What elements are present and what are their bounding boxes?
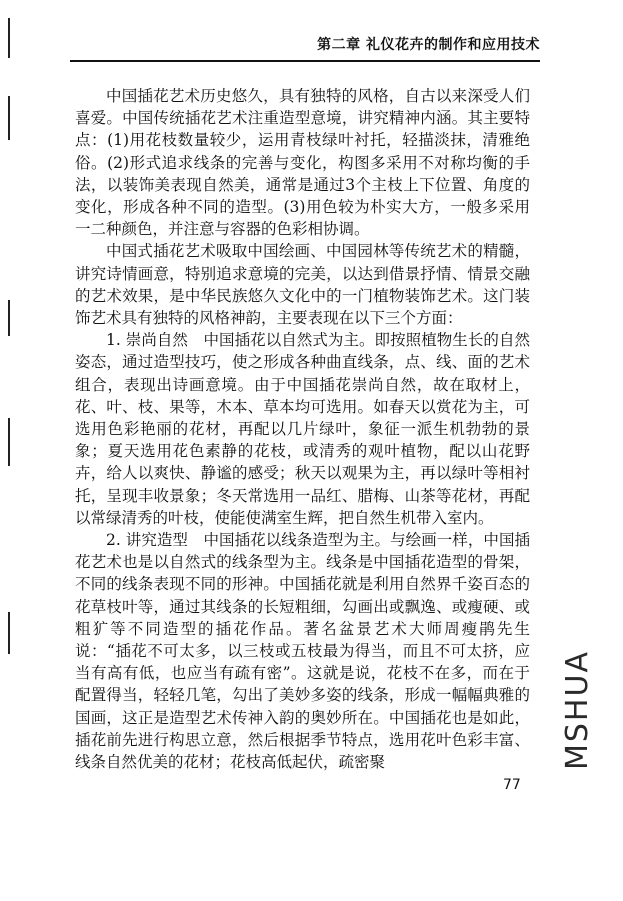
paragraph-form: 2. 讲究造型 中国插花以线条造型为主。与绘画一样，中国插花艺术也是以自然式的线条型为主。线条是中国插花造型的骨架，不同的线条表现不同的形神。中国插花就是利用自然界千姿百态的花草枝叶等，通过其线条的长短粗细，勾画出或飘逸、或瘦硬、或粗犷等不同造型的插花作品。著名盆景艺术大师周瘦鹃先生说：“插花不可太多，以三枝或五枝最为得当，而且不可太挤，应当有高有低，也应当有疏有密”。这就是说，花枝不在多，而在于配置得当，轻轻几笔，勾出了美妙多姿的线条，形成一幅幅典雅的国画，这正是造型艺术传神入韵的奥妙所在。中国插花也是如此，插花前先进行构思立意，然后根据季节特点，选用花叶色彩丰富、线条自然优美的花材；花枝高低起伏，疏密聚	[75, 531, 530, 772]
scan-edge-mark	[8, 612, 10, 654]
running-header	[70, 32, 540, 62]
body-text	[75, 85, 530, 773]
paragraph-overview: 中国式插花艺术吸取中国绘画、中国园林等传统艺术的精髓，讲究诗情画意，特别追求意境的完美，以达到借景抒情、情景交融的艺术效果，是中华民族悠久文化中的一门植物装饰艺术。这门装饰艺术具有独特的风格神韵，主要表现在以下三个方面：	[75, 242, 530, 328]
paragraph-intro: 中国插花艺术历史悠久，具有独特的风格，自古以来深受人们喜爱。中国传统插花艺术注重造型意境，讲究精神内涵。其主要特点：(1)用花枝数量较少，运用青枝绿叶衬托，轻描淡抹，清雅绝俗。(2)形式追求线条的完善与变化，构图多采用不对称均衡的手法，以装饰美表现自然美，通常是通过3个主枝上下位置、角度的变化，形成各种不同的造型。(3)用色较为朴实大方，一般多采用一二种颜色，并注意与容器的色彩相协调。	[75, 87, 530, 239]
scan-edge-mark	[8, 300, 10, 336]
running-header-text: 第二章 礼仪花卉的制作和应用技术	[317, 37, 540, 53]
page-number: 77	[503, 777, 521, 793]
paragraph-nature: 1. 崇尚自然 中国插花以自然式为主。即按照植物生长的自然姿态，通过造型技巧，使之形成各种曲直线条，点、线、面的艺术组合，表现出诗画意境。由于中国插花崇尚自然，故在取材上，花、叶、枝、果等，木本、草本均可选用。如春天以赏花为主，可选用色彩艳丽的花材，再配以几片绿叶，象征一派生机勃勃的景象；夏天选用花色素静的花枝，或清秀的观叶植物，配以山花野卉，给人以爽快、静谧的感受；秋天以观果为主，再以绿叶等相衬托，呈现丰收景象；冬天常选用一品红、腊梅、山茶等花材，再配以常绿清秀的叶枝，使能使满室生辉，把自然生机带入室内。	[75, 331, 530, 527]
scan-edge-mark	[8, 18, 10, 58]
watermark: MSHUA	[560, 650, 595, 770]
scan-edge-mark	[8, 96, 10, 140]
scan-edge-mark	[8, 418, 10, 466]
